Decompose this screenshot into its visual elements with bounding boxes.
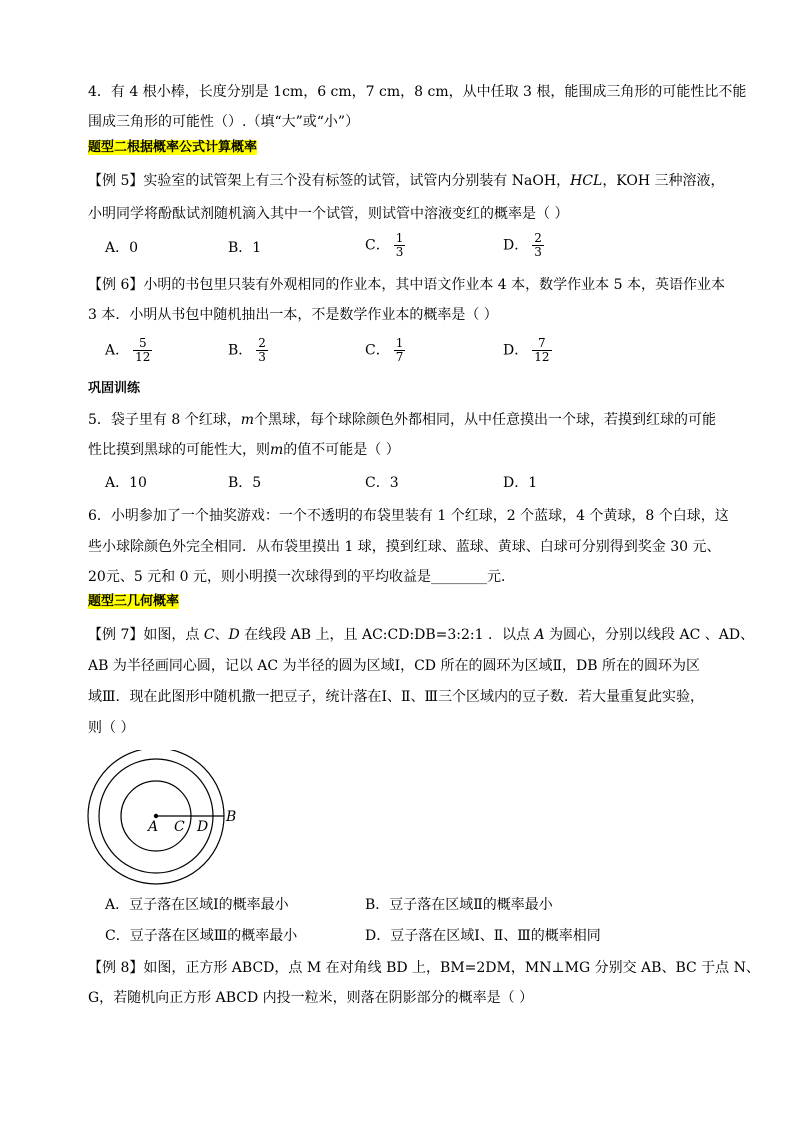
fraction-numerator: 2 (534, 231, 542, 245)
ex7-option-b: B．豆子落在区域Ⅱ的概率最小 (365, 897, 553, 913)
ex7-line-1-e: 为圆心，分别以线段 AC 、AD、 (544, 627, 755, 643)
label-c: C (174, 819, 185, 835)
ex7-line-3: 域Ⅲ．现在此图形中随机撒一把豆子，统计落在Ⅰ、Ⅱ、Ⅲ三个区域内的豆子数．若大量重复此实验， (88, 689, 705, 705)
ex6-option-b-fraction (256, 337, 268, 364)
label-d: D (197, 819, 209, 835)
section2-title (88, 138, 257, 158)
q6-line-1: 6．小明参加了一个抽奖游戏：一个不透明的布袋里装有 1 个红球，2 个蓝球，4 个黄球，8 个白球，这 (88, 508, 729, 524)
q5-variable-m: m (240, 412, 254, 428)
ex8-line-2: G，若随机向正方形 ABCD 内投一粒米，则落在阴影部分的概率是（ ） (88, 990, 534, 1006)
fraction-denominator: 3 (258, 350, 266, 364)
ex5-option-a: A．0 (105, 240, 139, 256)
q5-line-2-b: 的值不可能是（ ） (283, 442, 400, 458)
q6-line-2: 些小球除颜色外完全相同．从布袋里摸出 1 球，摸到红球、蓝球、黄球、白球可分别得到奖金 30 元、 (88, 539, 721, 555)
ex7-line-1 (88, 625, 754, 645)
section2-title-text: 题型二根据概率公式计算概率 (88, 140, 258, 155)
ex6-option-b-label: B． (228, 342, 253, 359)
ex6-option-d-fraction (532, 337, 551, 364)
q4-line-1: 4．有 4 根小棒，长度分别是 1cm，6 cm，7 cm，8 cm，从中任取 3 根，能围成三角形的可能性比不能 (88, 84, 747, 100)
fraction-denominator: 12 (534, 350, 550, 364)
ex7-line-4: 则（ ） (88, 720, 135, 736)
ex7-option-d: D．豆子落在区域Ⅰ、Ⅱ、Ⅲ的概率相同 (365, 928, 601, 944)
fraction-denominator: 12 (135, 350, 151, 364)
fraction-denominator: 7 (395, 350, 404, 364)
ex5-line-1-a: 【例 5】实验室的试管架上有三个没有标签的试管，试管内分别装有 NaOH， (88, 173, 571, 189)
fraction-denominator: 3 (534, 245, 542, 259)
q6-line-3: 20元、5 元和 0 元，则小明摸一次球得到的平均收益是________元． (88, 569, 515, 585)
ex5-hcl: HCL (570, 173, 603, 189)
section3-title (88, 592, 179, 612)
fraction-numerator: 2 (258, 336, 266, 350)
q5-option-b: B．5 (228, 475, 262, 491)
label-a: A (148, 819, 159, 835)
ex5-option-b: B．1 (228, 240, 262, 256)
practice-title: 巩固训练 (88, 381, 141, 396)
ex6-option-c-fraction (394, 337, 406, 364)
ex7-separator: 、 (214, 627, 229, 643)
ex6-option-a (105, 337, 152, 364)
ex7-line-2: AB 为半径画同心圆，记以 AC 为半径的圆为区域Ⅰ，CD 所在的圆环为区域Ⅱ，DB 所在的圆环为区 (88, 658, 700, 674)
ex5-option-c-fraction (394, 232, 406, 259)
ex7-point-c: C (203, 627, 215, 643)
ex5-line-1-b: ，KOH 三种溶液， (602, 173, 725, 189)
q5-option-c: C．3 (365, 475, 399, 491)
ex6-option-d (503, 337, 552, 364)
ex6-option-a-fraction (133, 337, 152, 364)
q5-option-d: D．1 (503, 475, 538, 491)
concentric-circles-figure (78, 750, 248, 890)
ex5-line-2: 小明同学将酚酞试剂随机滴入其中一个试管，则试管中溶液变红的概率是（ ） (88, 206, 569, 222)
q5-variable-m: m (270, 442, 284, 458)
q5-line-1 (88, 410, 716, 430)
q5-line-2 (88, 440, 400, 460)
fraction-numerator: 1 (395, 231, 404, 245)
q5-option-a: A．10 (105, 475, 147, 491)
ex7-option-c: C．豆子落在区域Ⅲ的概率最小 (105, 928, 298, 944)
ex6-option-a-label: A． (105, 342, 130, 359)
ex7-line-1-b: 在线段 AB 上，且 AC:CD:DB=3:2:1 ．以点 (239, 627, 535, 643)
ex8-line-1: 【例 8】如图，正方形 ABCD，点 M 在对角线 BD 上，BM=2DM，MN⊥MG 分别交 AB、BC 于点 N、 (88, 960, 760, 976)
ex6-option-c (365, 337, 405, 364)
ex6-option-b (228, 337, 268, 364)
ex5-option-d-label: D． (503, 237, 529, 254)
section3-title-text: 题型三几何概率 (88, 594, 180, 609)
q5-line-1-b: 个黑球，每个球除颜色外都相同，从中任意摸出一个球，若摸到红球的可能 (254, 412, 716, 428)
ex7-point-d: D (228, 627, 240, 643)
fraction-numerator: 1 (395, 336, 404, 350)
q4-line-2: 围成三角形的可能性（）.（填“大”或“小”） (88, 114, 360, 130)
q5-line-1-a: 5．袋子里有 8 个红球， (88, 412, 241, 428)
fraction-denominator: 3 (395, 245, 404, 259)
q5-line-2-a: 性比摸到黑球的可能性大，则 (88, 442, 270, 458)
ex5-option-c-label: C． (365, 237, 390, 254)
ex5-option-d (503, 232, 544, 259)
ex6-line-1: 【例 6】小明的书包里只装有外观相同的作业本，其中语文作业本 4 本，数学作业本 5 本，英语作业本 (88, 277, 725, 293)
ex5-line-1 (88, 171, 725, 191)
ex7-option-a: A．豆子落在区域Ⅰ的概率最小 (105, 897, 289, 913)
center-point-a (154, 814, 158, 818)
label-b: B (226, 809, 237, 825)
ex6-option-d-label: D． (503, 342, 529, 359)
ex5-option-c (365, 232, 405, 259)
ex5-option-d-fraction (532, 232, 544, 259)
ex6-line-2: 3 本．小明从书包中随机抽出一本，不是数学作业本的概率是（ ） (88, 307, 498, 323)
ex7-line-1-a: 【例 7】如图，点 (88, 627, 204, 643)
fraction-numerator: 7 (532, 337, 551, 351)
ex7-point-a: A (534, 627, 545, 643)
ex6-option-c-label: C． (365, 342, 390, 359)
fraction-numerator: 5 (133, 337, 152, 351)
